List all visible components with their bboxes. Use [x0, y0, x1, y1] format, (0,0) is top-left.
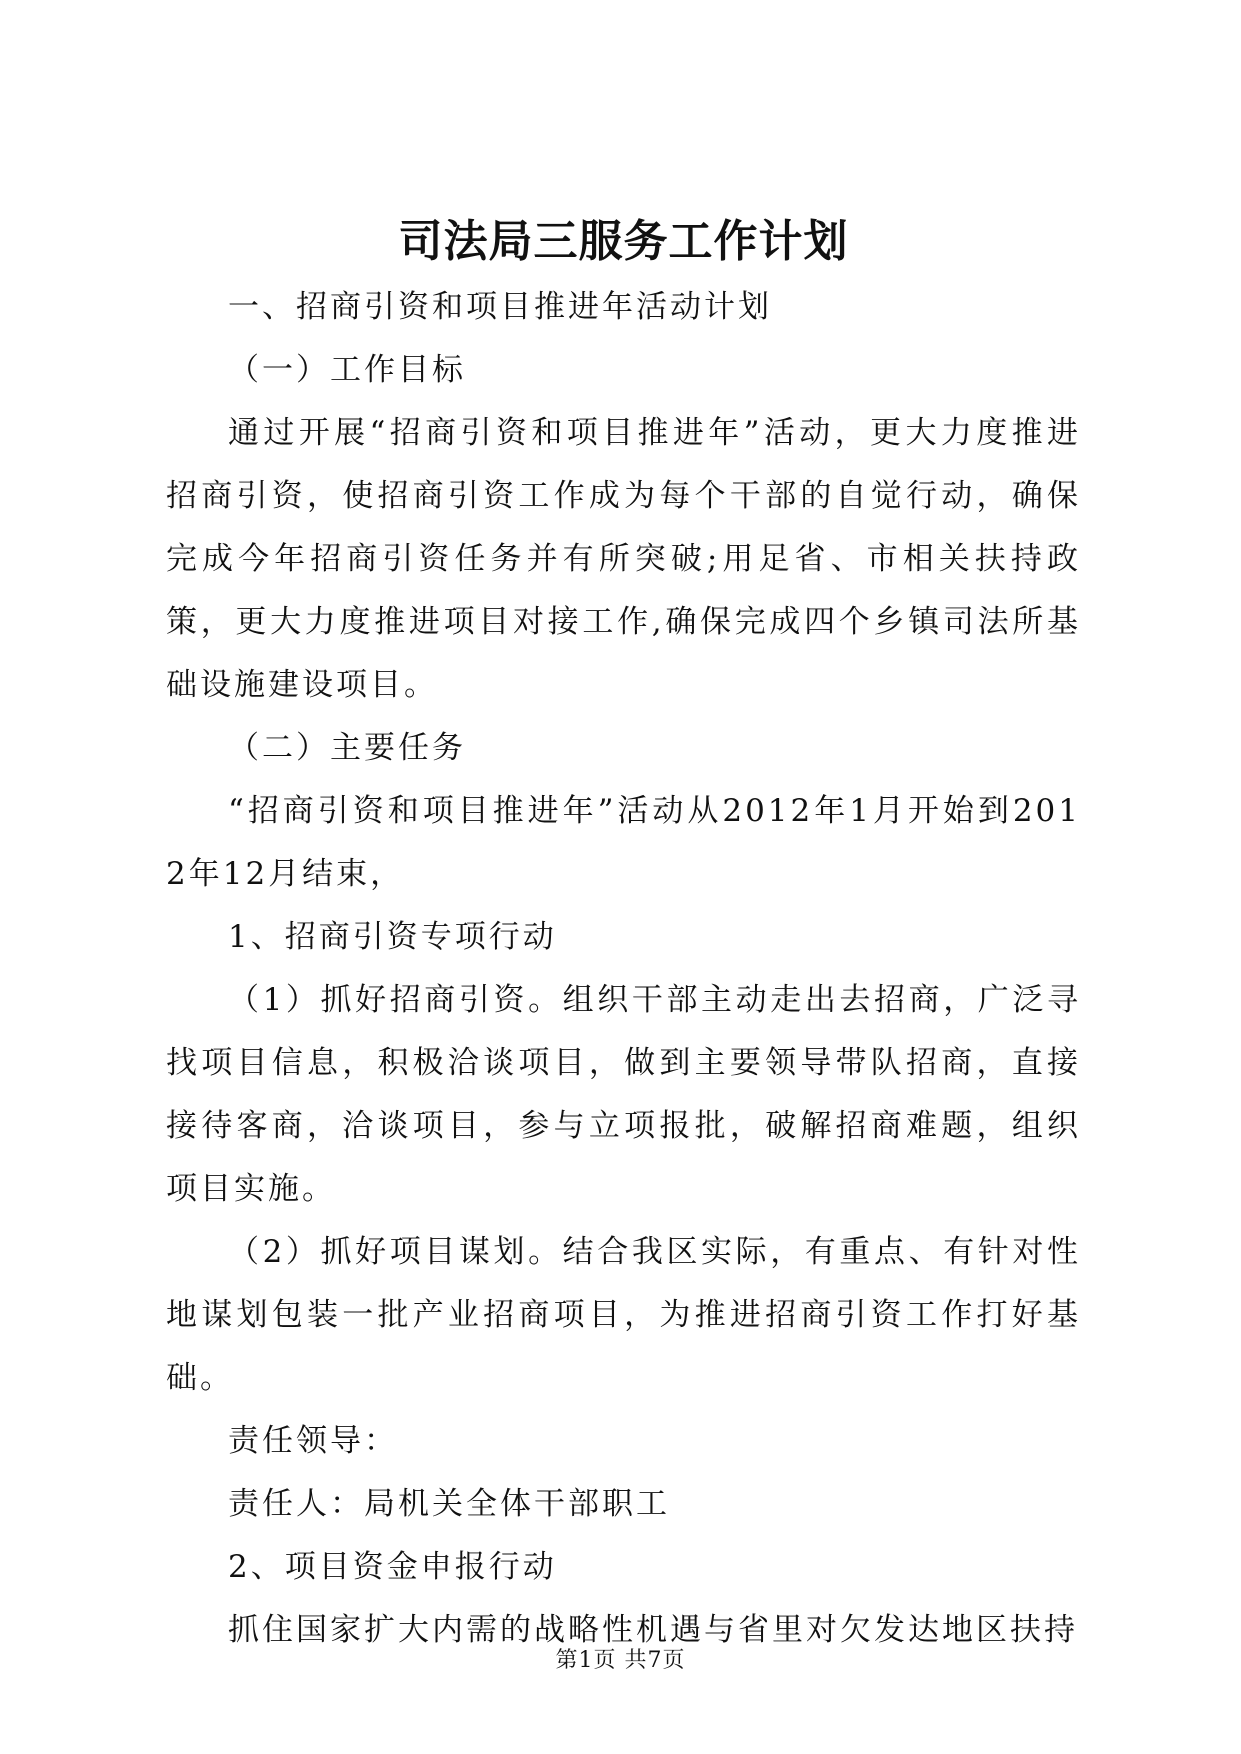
paragraph: （2）抓好项目谋划。结合我区实际，有重点、有针对性地谋划包装一批产业招商项目，为推进招商引资工作打好基础。	[166, 1234, 1081, 1396]
subsection-heading: （一）工作目标	[228, 352, 466, 388]
paragraph: 责任领导：	[228, 1423, 398, 1459]
document-title: 司法局三服务工作计划	[398, 216, 849, 267]
document-body	[166, 212, 1081, 1662]
paragraph: “招商引资和项目推进年”活动从2012年1月开始到2012年12月结束，	[166, 793, 1081, 892]
page-number-label: 第1页 共7页	[555, 1648, 686, 1673]
paragraph: 抓住国家扩大内需的战略性机遇与省里对欠发达地区扶持	[228, 1612, 1078, 1648]
subsection-heading: 2、项目资金申报行动	[228, 1549, 557, 1585]
paragraph: 责任人：局机关全体干部职工	[228, 1486, 670, 1522]
paragraph: （1）抓好招商引资。组织干部主动走出去招商，广泛寻找项目信息，积极洽谈项目，做到主要领导带队招商，直接接待客商，洽谈项目，参与立项报批，破解招商难题，组织项目实施。	[166, 982, 1081, 1207]
subsection-heading: 1、招商引资专项行动	[228, 919, 557, 955]
section-heading: 一、招商引资和项目推进年活动计划	[228, 289, 772, 325]
paragraph: 通过开展“招商引资和项目推进年”活动，更大力度推进招商引资，使招商引资工作成为每个干部的自觉行动，确保完成今年招商引资任务并有所突破;用足省、市相关扶持政策，更大力度推进项目对接工作,确保完成四个乡镇司法所基础设施建设项目。	[166, 415, 1081, 703]
page-footer	[0, 1646, 1241, 1676]
subsection-heading: （二）主要任务	[228, 730, 466, 766]
